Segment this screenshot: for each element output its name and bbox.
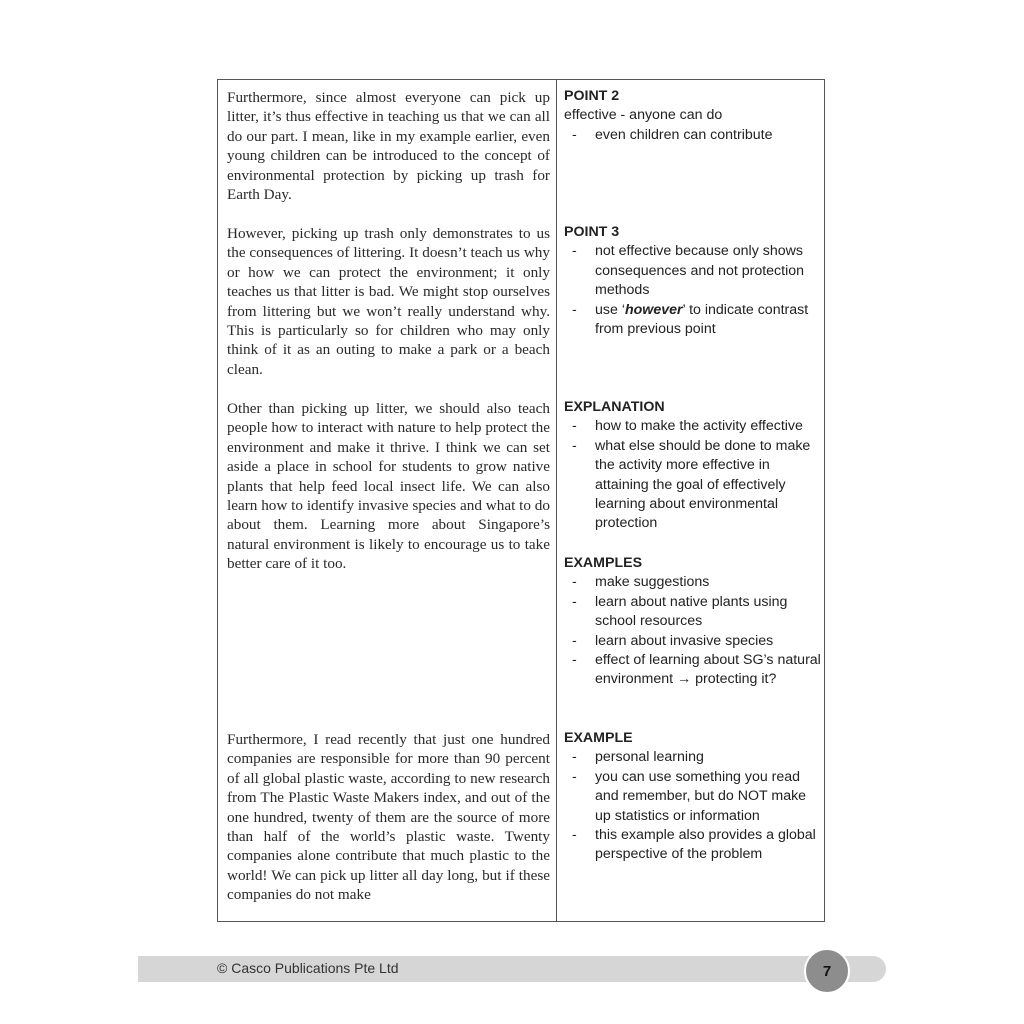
note-bullets [564,242,822,339]
dash: - [572,126,577,143]
dash: - [572,593,577,610]
dash: - [572,437,577,454]
bullet-text: not effective because only shows consequences and not protection methods [595,243,805,299]
bullet-text-with-emphasis: use ‘however’ to indicate contrast from previous point [595,301,809,338]
note-bullet [564,573,822,592]
footer-bar [138,956,886,982]
note-bullet [564,126,822,145]
note-bullet [564,826,822,865]
note-title: EXAMPLES [564,555,643,571]
bullet-text: you can use something you read and remember, but do NOT make up statistics or information [595,768,807,824]
essay-paragraph-2: However, picking up trash only demonstrates to us the consequences of littering. It doesn’t teach us why or how we can protect the environment; it only teaches us that litter is bad. We might stop ourselves from littering but we won’t really understand why. This is particularly so for children who may only think of it as an outing to make a park or a beach clean. [227,225,550,378]
note-bullets [564,126,822,145]
note-title: POINT 2 [564,88,620,104]
note-example [564,729,822,865]
note-bullet [564,748,822,767]
note-bullet [564,242,822,300]
dash: - [572,632,577,649]
note-line: effective - anyone can do [564,107,723,124]
bullet-text: effect of learning about SG’s natural environment → protecting it? [595,652,821,688]
note-bullet [564,632,822,651]
dash: - [572,301,577,318]
dash: - [572,749,577,766]
note-bullets [564,573,822,689]
note-title: EXAMPLE [564,730,633,746]
bullet-text: even children can contribute [595,126,773,143]
essay-paragraph-1: Furthermore, since almost everyone can pick up litter, it’s thus effective in teaching us that we can all do our part. I mean, like in my example earlier, even young children can be introduced to the concept of environmental protection by picking up trash for Earth Day. [227,89,550,204]
dash: - [572,574,577,591]
bullet-text: learn about native plants using school resources [595,593,788,630]
note-bullet [564,593,822,632]
note-bullet [564,437,822,534]
column-divider [556,80,557,921]
dash: - [572,418,577,435]
essay-paragraph-3: Other than picking up litter, we should also teach people how to interact with nature to help protect the environment and make it thrive. I think we can set aside a place in school for students to grow native plants that help feed local insect life. We can also learn how to identify invasive species and what to do about them. Learning more about Singapore’s natural environment is likely to encourage us to take better care of it too. [227,400,550,573]
bullet-text: learn about invasive species [595,632,774,649]
page-number: 7 [804,948,850,994]
note-bullet [564,768,822,826]
bullet-text: personal learning [595,749,704,766]
note-examples [564,554,822,690]
note-point-3 [564,223,822,339]
dash: - [572,652,577,669]
essay-annotation-table [217,79,825,922]
note-bullets [564,748,822,864]
note-bullet [564,417,822,436]
emphasis-word: however [624,301,683,318]
note-bullet [564,301,822,340]
dash: - [572,243,577,260]
essay-paragraph-4: Furthermore, I read recently that just one hundred companies are responsible for more than 90 percent of all global plastic waste, according to new research from The Plastic Waste Makers index, and out of the one hundred, twenty of them are the source of more than half of the world’s plastic waste. Twenty companies alone contribute that much plastic to the world! We can pick up litter all day long, but if these companies do not make [227,731,550,904]
note-bullet [564,651,822,690]
dash: - [572,827,577,844]
bullet-text: how to make the activity effective [595,418,803,435]
note-title: EXPLANATION [564,399,665,415]
bullet-text: what else should be done to make the activity more effective in attaining the goal of effectively learning about environmental protection [595,437,811,532]
bullet-text: this example also provides a global perspective of the problem [595,827,816,863]
copyright-text: © Casco Publications Pte Ltd [217,960,399,976]
bullet-text: make suggestions [595,574,710,591]
note-bullets [564,417,822,533]
note-point-2 [564,87,822,145]
note-explanation [564,398,822,534]
note-title: POINT 3 [564,224,620,240]
dash: - [572,768,577,785]
